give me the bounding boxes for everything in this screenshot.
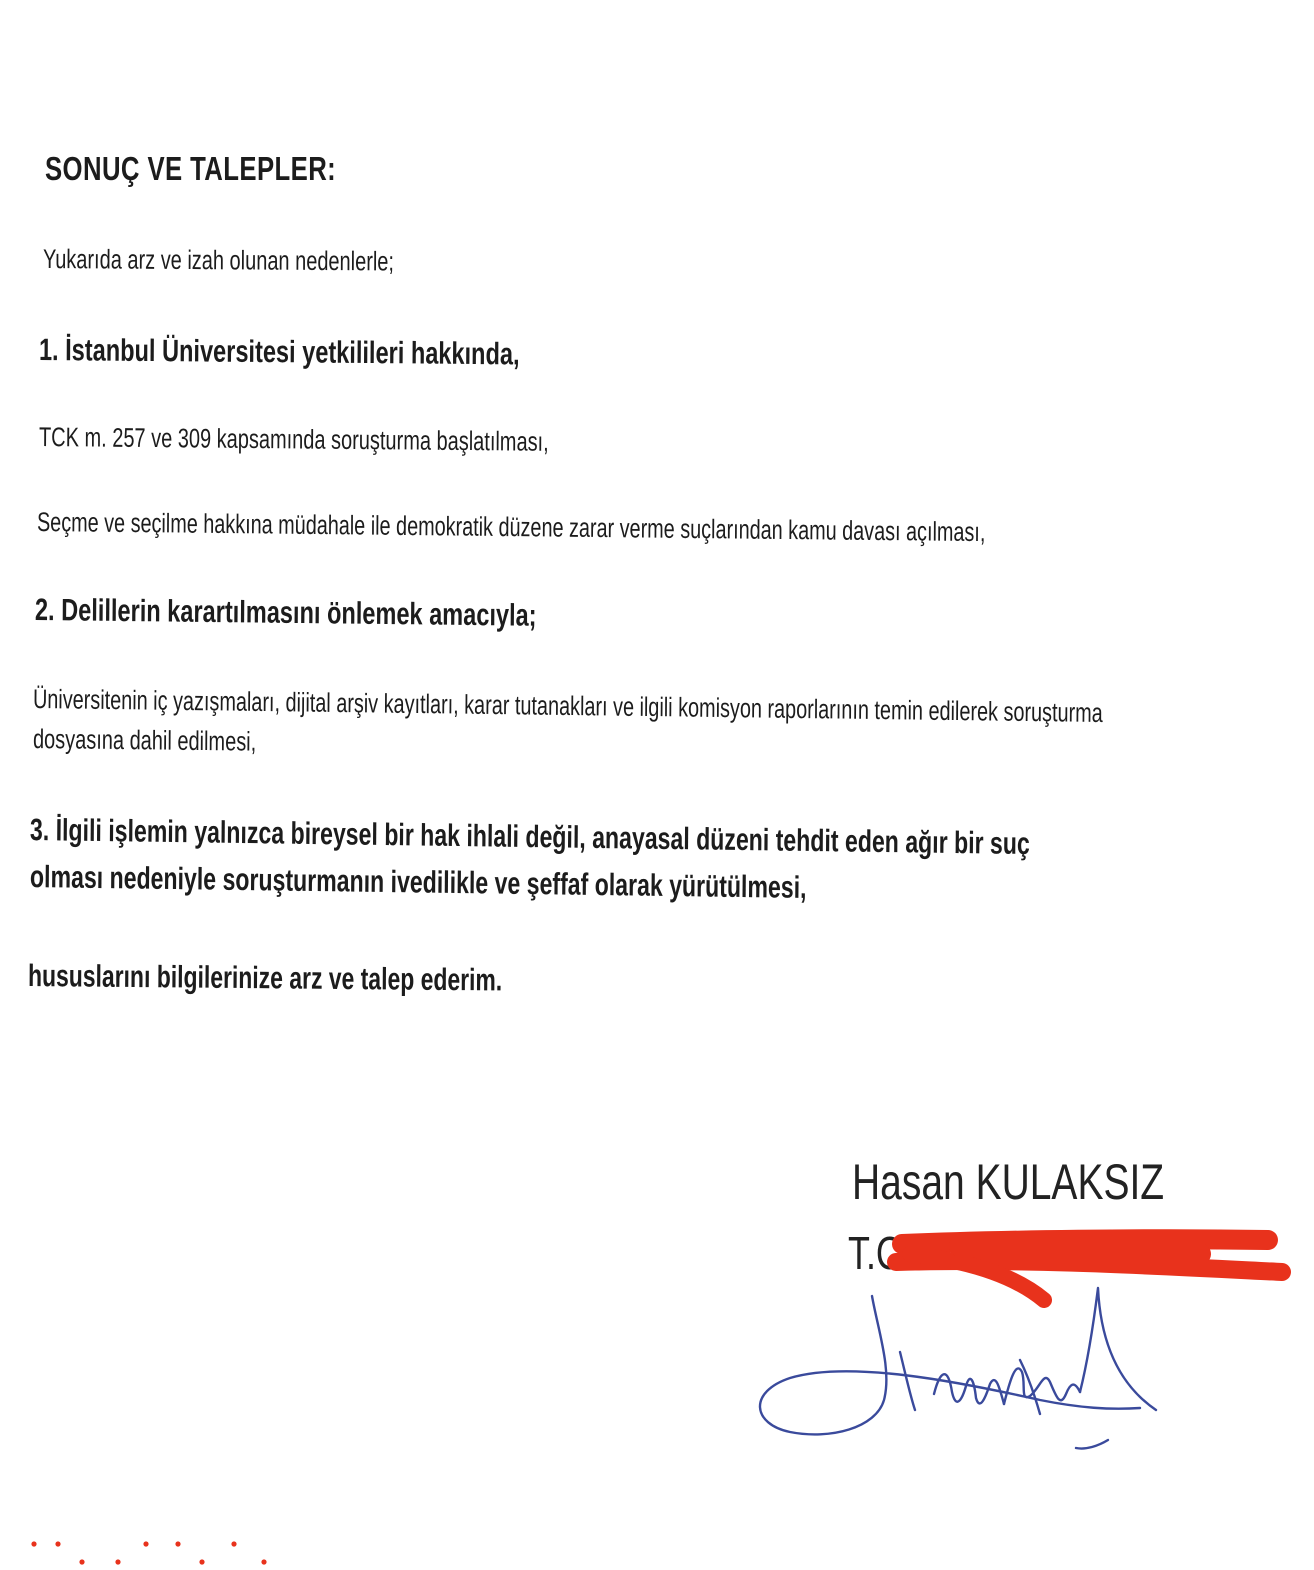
redaction-stroke — [910, 1254, 1044, 1300]
item-2-heading: 2. Delillerin karartılmasını önlemek amacıyla; — [34, 592, 537, 633]
item-2-line-2: dosyasına dahil edilmesi, — [32, 724, 257, 757]
item-3-line-1: 3. İlgili işlemin yalnızca bireysel bir hak ihlali değil, anayasal düzeni tehdit eden ağır bir suç — [29, 812, 1030, 862]
signer-name: Hasan KULAKSIZ — [852, 1154, 1165, 1210]
document-title: SONUÇ VE TALEPLER: — [45, 150, 337, 187]
signer-id-number: T.C — [848, 1227, 902, 1279]
redaction-stroke — [896, 1261, 1282, 1272]
closing-text: hususlarını bilgilerinize arz ve talep ederim. — [27, 958, 503, 998]
item-3-line-2: olması nedeniyle soruşturmanın ivedilikle ve şeffaf olarak yürütülmesi, — [29, 859, 807, 905]
redaction-stroke — [902, 1239, 1268, 1244]
item-1-heading: 1. İstanbul Üniversitesi yetkilileri hakkında, — [38, 332, 520, 372]
redaction-stroke — [960, 1246, 1200, 1254]
item-2-line-1: Üniversitenin iç yazışmaları, dijital arşiv kayıtları, karar tutanakları ve ilgili komisyon raporlarının temin edilerek soruşturma — [32, 684, 1103, 728]
item-1-line-2: Seçme ve seçilme hakkına müdahale ile demokratik düzene zarar verme suçlarından kamu davası açılması, — [36, 507, 986, 548]
intro-text: Yukarıda arz ve izah olunan nedenlerle; — [42, 244, 395, 277]
item-1-line-1: TCK m. 257 ve 309 kapsamında soruşturma başlatılması, — [38, 422, 549, 457]
